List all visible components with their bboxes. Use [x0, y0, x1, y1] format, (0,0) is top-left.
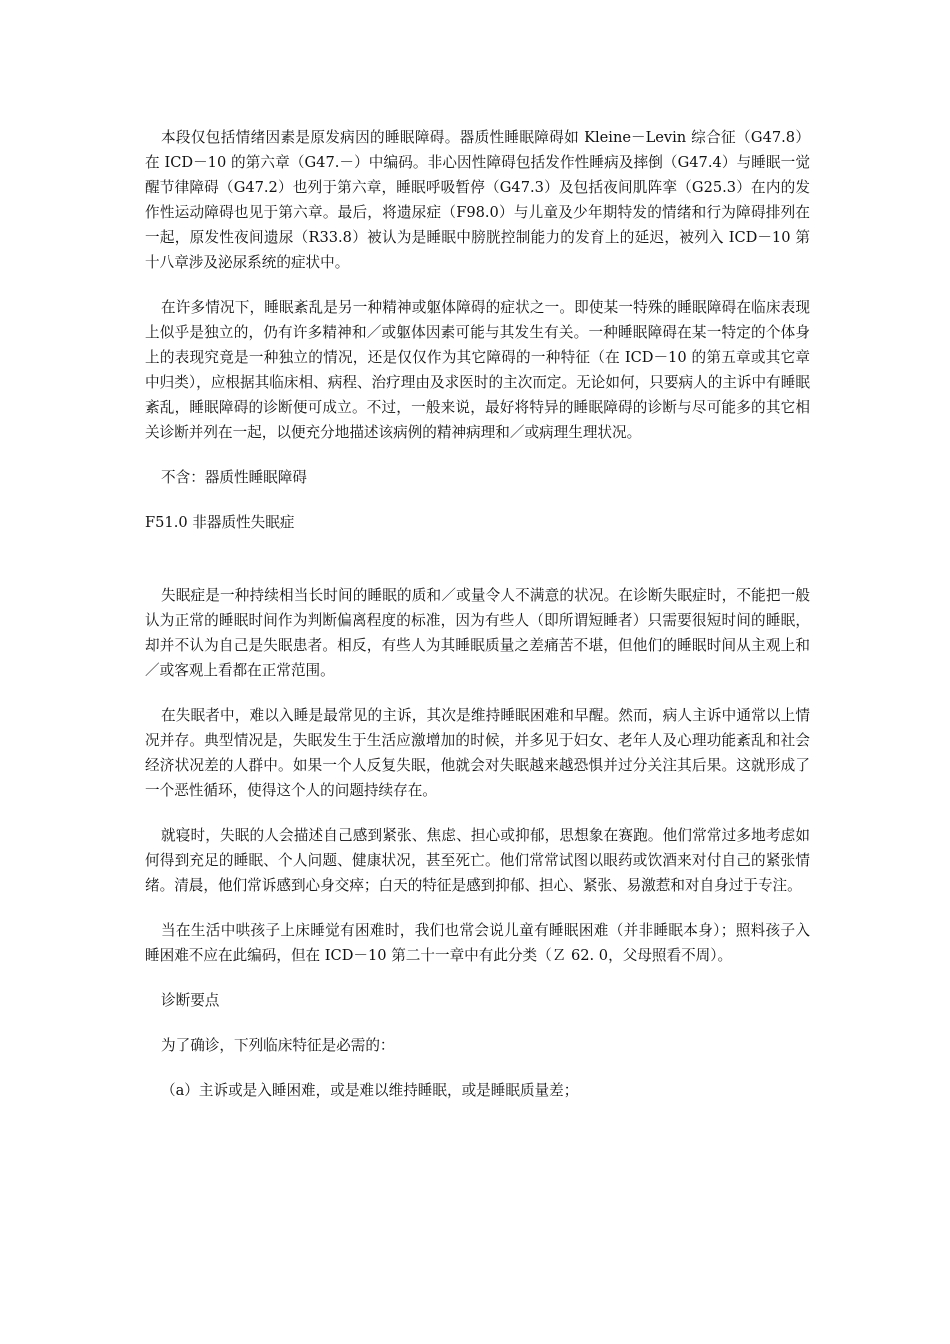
children-sleep-paragraph: 当在生活中哄孩子上床睡觉有困难时，我们也常会说儿童有睡眠困难（并非睡眠本身）；照料孩子入睡困难不应在此编码，但在 ICD－10 第二十一章中有此分类（Ｚ 62. 0，父母照看不周）。: [145, 922, 810, 964]
insomnia-complaints-paragraph: 在失眠者中，难以入睡是最常见的主诉，其次是维持睡眠困难和早醒。然而，病人主诉中通常以上情况并存。典型情况是，失眠发生于生活应激增加的时候，并多见于妇女、老年人及心理功能紊乱和社会经济状况差的人群中。如果一个人反复失眠，他就会对失眠越来越恐惧并过分关注其后果。这就形成了一个恶性循环，使得这个人的问题持续存在。: [145, 707, 810, 799]
diagnostic-points-heading: 诊断要点: [161, 992, 220, 1009]
criterion-a: （a）主诉或是入睡困难，或是难以维持睡眠，或是睡眠质量差；: [161, 1082, 579, 1099]
intro-paragraph: 本段仅包括情绪因素是原发病因的睡眠障碍。器质性睡眠障碍如 Kleine－Levin 综合征（G47.8）在 ICD－10 的第六章（G47.－）中编码。非心因性障碍包括发作性睡病及摔倒（G47.4）与睡眠一觉醒节律障碍（G47.2）也列于第六章，睡眠呼吸暂停（G47.3）及包括夜间肌阵挛（G25.3）在内的发作性运动障碍也见于第六章。最后，将遗尿症（F98.0）与儿童及少年期特发的情绪和行为障碍排列在一起，原发性夜间遗尿（R33.8）被认为是睡眠中膀胱控制能力的发育上的延迟，被列入 ICD－10 第十八章涉及泌尿系统的症状中。: [145, 129, 810, 271]
insomnia-definition-paragraph: 失眠症是一种持续相当长时间的睡眠的质和／或量令人不满意的状况。在诊断失眠症时，不能把一般认为正常的睡眠时间作为判断偏离程度的标准，因为有些人（即所谓短睡者）只需要很短时间的睡眠，却并不认为自己是失眠患者。相反，有些人为其睡眠质量之差痛苦不堪，但他们的睡眠时间从主观上和／或客观上看都在正常范围。: [145, 587, 810, 679]
document-page: [145, 125, 810, 1103]
exclusion-note: 不含：器质性睡眠障碍: [161, 469, 307, 486]
comorbidity-paragraph: 在许多情况下，睡眠紊乱是另一种精神或躯体障碍的症状之一。即使某一特殊的睡眠障碍在临床表现上似乎是独立的，仍有许多精神和／或躯体因素可能与其发生有关。一种睡眠障碍在某一特定的个体身上的表现究竟是一种独立的情况，还是仅仅作为其它障碍的一种特征（在 ICD－10 的第五章或其它章中归类），应根据其临床相、病程、治疗理由及求医时的主次而定。无论如何，只要病人的主诉中有睡眠紊乱，睡眠障碍的诊断便可成立。不过，一般来说，最好将特异的睡眠障碍的诊断与尽可能多的其它相关诊断并列在一起，以便充分地描述该病例的精神病理和／或病理生理状况。: [145, 299, 810, 441]
bedtime-symptoms-paragraph: 就寝时，失眠的人会描述自己感到紧张、焦虑、担心或抑郁，思想象在赛跑。他们常常过多地考虑如何得到充足的睡眠、个人问题、健康状况，甚至死亡。他们常常试图以眼药或饮酒来对付自己的紧张情绪。清晨，他们常诉感到心身交瘁；白天的特征是感到抑郁、担心、紧张、易激惹和对自身过于专注。: [145, 827, 810, 894]
diagnostic-intro: 为了确诊，下列临床特征是必需的：: [161, 1037, 395, 1054]
section-heading: F51.0 非器质性失眠症: [145, 514, 295, 531]
